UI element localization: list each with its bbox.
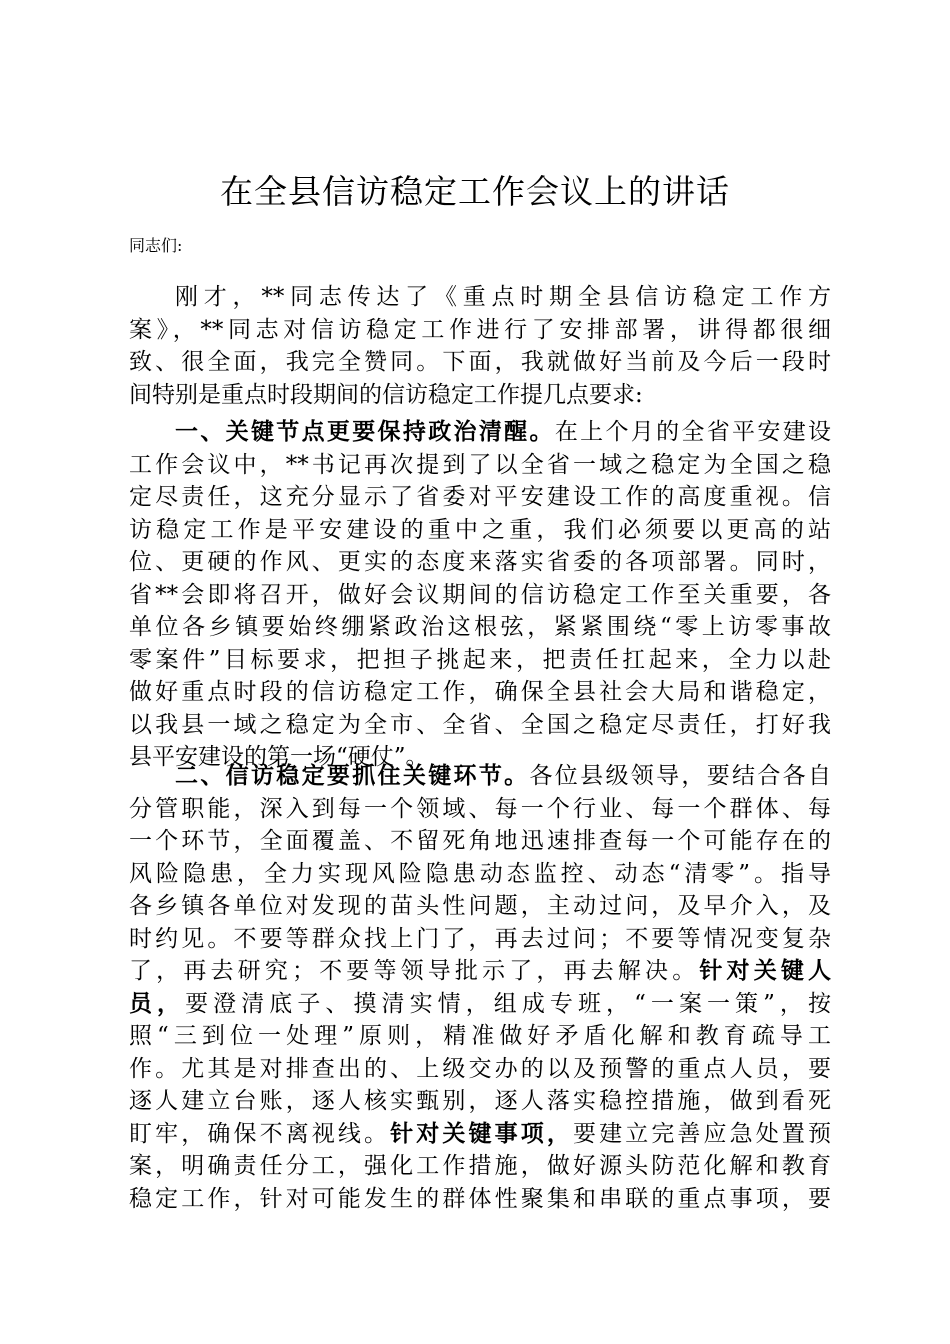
text-line: 分管职能，深入到每一个领域、每一个行业、每一个群体、每 xyxy=(129,795,831,822)
text-line xyxy=(129,416,831,449)
text-run: 盯牢，确保不离视线。 xyxy=(129,1120,391,1147)
section-heading: 一、关键节点更要保持政治清醒。 xyxy=(175,418,555,445)
text-line xyxy=(129,955,831,988)
text-line: 刚才，**同志传达了《重点时期全县信访稳定工作方 xyxy=(175,284,831,310)
text-line: 作。尤其是对排查出的、上级交办的以及预警的重点人员，要 xyxy=(129,1055,831,1082)
text-run: 要澄清底子、摸清实情，组成专班，“一案一策”，按 xyxy=(185,990,831,1017)
bold-phrase: 针对关键事项， xyxy=(390,1119,573,1147)
text-run: 要建立完善应急处置预 xyxy=(572,1120,831,1147)
section-heading: 二、信访稳定要抓住关键环节。 xyxy=(175,762,530,789)
text-line: 工作会议中，**书记再次提到了以全省一域之稳定为全国之稳 xyxy=(129,451,831,478)
text-line: 访稳定工作是平安建设的重中之重，我们必须要以更高的站 xyxy=(129,516,831,543)
text-line: 间特别是重点时段期间的信访稳定工作提几点要求: xyxy=(129,381,643,408)
text-line xyxy=(129,1118,831,1151)
text-line: 照“三到位一处理”原则，精准做好矛盾化解和教育疏导工 xyxy=(129,1023,831,1049)
text-line: 案》，**同志对信访稳定工作进行了安排部署，讲得都很细 xyxy=(129,316,831,343)
text-line: 各乡镇各单位对发现的苗头性问题，主动过问，及早介入，及 xyxy=(129,893,831,919)
text-line xyxy=(129,760,831,793)
text-line: 位、更硬的作风、更实的态度来落实省委的各项部署。同时， xyxy=(129,549,831,575)
bold-phrase: 针对关键人 xyxy=(699,957,831,984)
text-line: 稳定工作，针对可能发生的群体性聚集和串联的重点事项，要 xyxy=(129,1185,831,1212)
paragraph-intro xyxy=(129,281,831,411)
text-run: 在上个月的全省平安建设 xyxy=(554,419,831,445)
text-line: 零案件”目标要求，把担子挑起来，把责任扛起来，全力以赴 xyxy=(129,646,831,673)
text-run: 各位县级领导，要结合各自 xyxy=(529,763,831,789)
paragraph-section-2 xyxy=(129,760,831,1215)
text-line: 一个环节，全面覆盖、不留死角地迅速排查每一个可能存在的 xyxy=(129,828,831,854)
text-line: 单位各乡镇要始终绷紧政治这根弦，紧紧围绕“零上访零事故 xyxy=(129,614,831,640)
text-line: 县平安建设的第一场“硬仗”。 xyxy=(129,744,429,770)
salutation: 同志们: xyxy=(129,236,183,255)
text-line: 以我县一域之稳定为全市、全省、全国之稳定尽责任，打好我 xyxy=(129,711,831,738)
text-run: 了，再去研究；不要等领导批示了，再去解决。 xyxy=(129,958,700,984)
text-line: 风险隐患，全力实现风险隐患动态监控、动态“清零”。指导 xyxy=(129,860,831,887)
text-line: 致、很全面，我完全赞同。下面，我就做好当前及今后一段时 xyxy=(129,349,831,375)
text-line xyxy=(129,988,831,1021)
text-line: 省**会即将召开，做好会议期间的信访稳定工作至关重要，各 xyxy=(129,581,831,608)
text-line: 时约见。不要等群众找上门了，再去过问；不要等情况变复杂 xyxy=(129,925,831,952)
text-line: 定尽责任，这充分显示了省委对平安建设工作的高度重视。信 xyxy=(129,484,831,510)
text-line: 案，明确责任分工，强化工作措施，做好源头防范化解和教育 xyxy=(129,1153,831,1179)
paragraph-section-1 xyxy=(129,416,831,774)
bold-phrase: 员， xyxy=(129,989,186,1017)
text-line: 逐人建立台账，逐人核实甄别，逐人落实稳控措施，做到看死 xyxy=(129,1088,831,1114)
text-line: 做好重点时段的信访稳定工作，确保全县社会大局和谐稳定， xyxy=(129,679,831,705)
document-title: 在全县信访稳定工作会议上的讲话 xyxy=(220,172,730,211)
